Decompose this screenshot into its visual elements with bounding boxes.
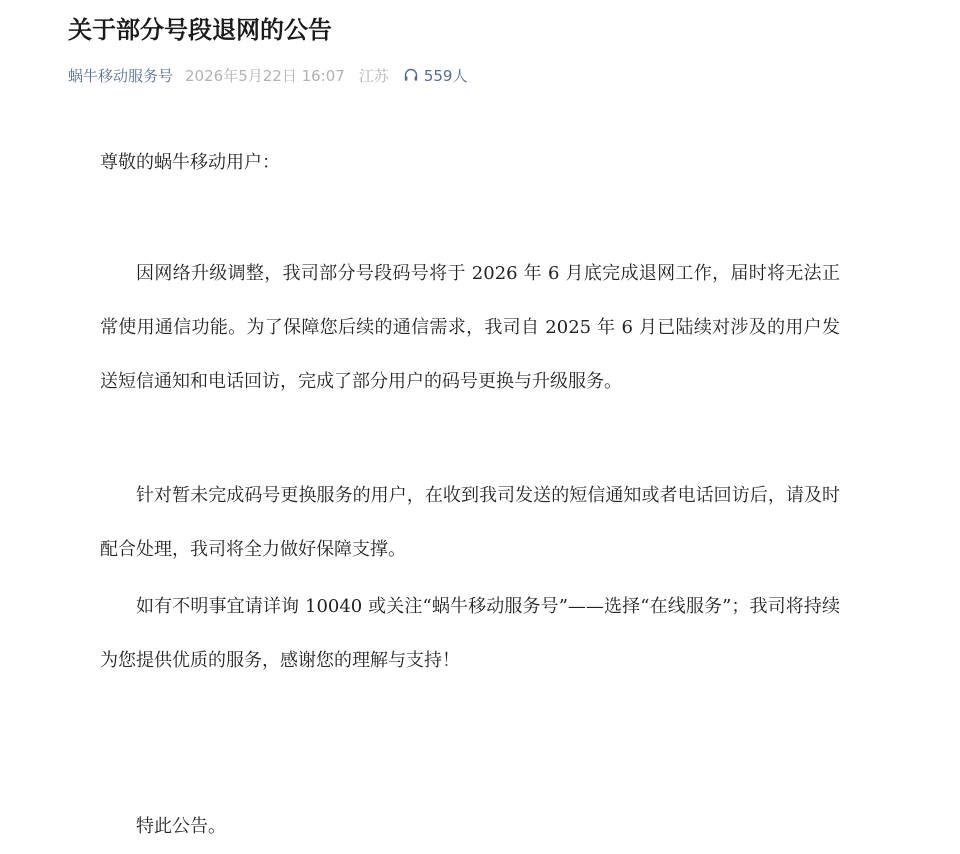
publish-time: 2026年5月22日 16:07 — [185, 66, 345, 85]
listen-count: 559人 — [423, 66, 468, 85]
publish-location: 江苏 — [358, 66, 389, 85]
paragraph-3: 如有不明事宜请详询 10040 或关注“蜗牛移动服务号”——选择“在线服务”；我司将持续为您提供优质的服务，感谢您的理解与支持！ — [100, 596, 840, 671]
greeting: 尊敬的蜗牛移动用户： — [100, 152, 280, 173]
paragraph-1: 因网络升级调整，我司部分号段码号将于 2026 年 6 月底完成退网工作，届时将无法正常使用通信功能。为了保障您后续的通信需求，我司自 2025 年 6 月已陆续对涉及的用户发送短信通知和电话回访，完成了部分用户的码号更换与升级服务。 — [100, 263, 840, 392]
paragraph-2: 针对暂未完成码号更换服务的用户，在收到我司发送的短信通知或者电话回访后，请及时配合处理，我司将全力做好保障支撑。 — [100, 485, 840, 560]
account-name-link[interactable]: 蜗牛移动服务号 — [68, 66, 174, 85]
article-title: 关于部分号段退网的公告 — [68, 16, 332, 44]
article-meta — [68, 62, 467, 88]
closing-line: 特此公告。 — [136, 816, 226, 837]
headphones-icon — [403, 67, 419, 83]
listen-button[interactable] — [403, 65, 468, 86]
